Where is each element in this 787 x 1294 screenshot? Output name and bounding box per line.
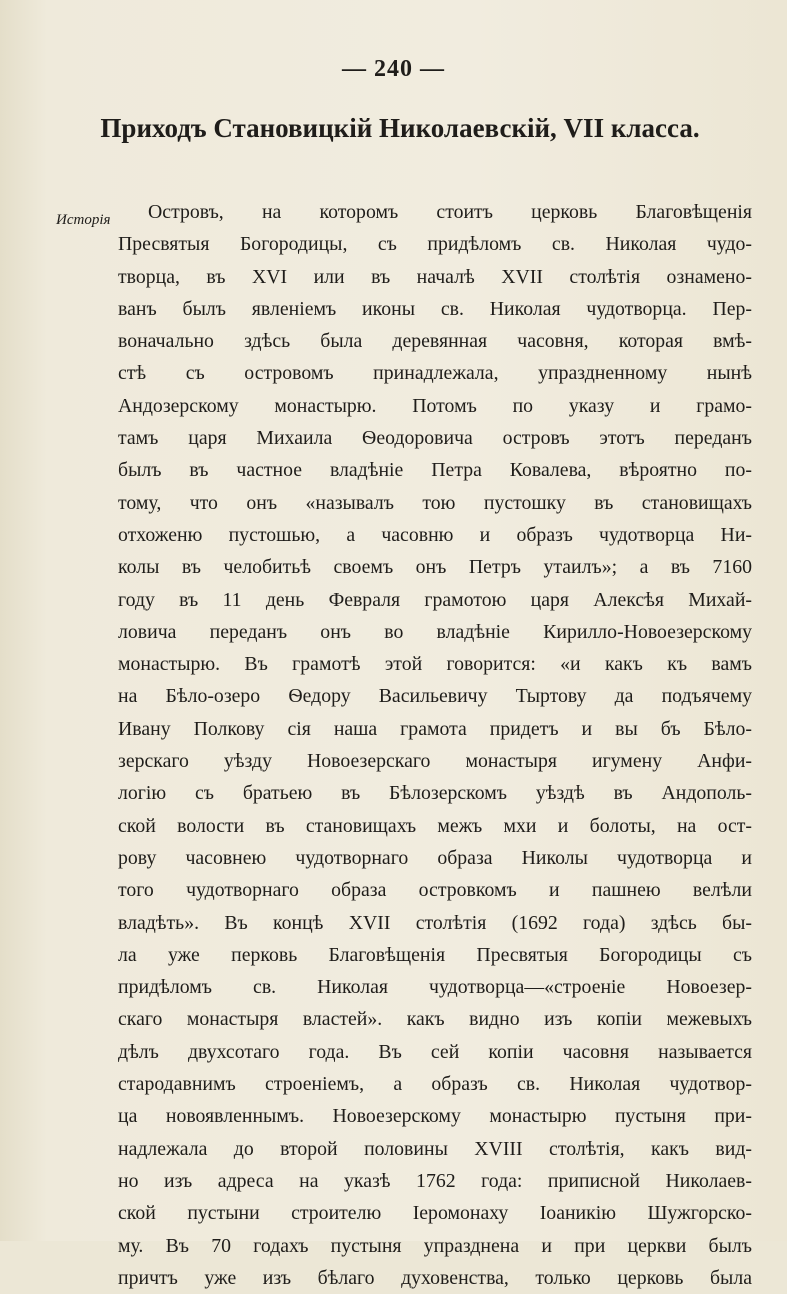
text-line: стѣ съ островомъ принадлежала, упраздненному нынѣ <box>118 362 752 385</box>
text-line: рову часовнею чудотворнаго образа Николы чудотворца и <box>118 846 752 869</box>
text-line: тому, что онъ «называлъ тою пустошку въ становищахъ <box>118 491 752 514</box>
text-line: воначально здѣсь была деревянная часовня, которая вмѣ- <box>118 330 752 353</box>
text-line: Островъ, на которомъ стоитъ церковь Благовѣщенія <box>148 201 752 223</box>
text-line: того чудотворнаго образа островкомъ и пашнею велѣли <box>118 879 752 902</box>
text-line: колы въ челобитьѣ своемъ онъ Петръ утаилъ»; а въ 7160 <box>118 556 752 579</box>
text-line: году въ 11 день Февраля грамотою царя Алексѣя Михай- <box>118 588 752 611</box>
text-line: но изъ адреса на указѣ 1762 года: приписной Николаев- <box>118 1169 752 1192</box>
text-line: причтъ уже изъ бѣлаго духовенства, только церковь была <box>118 1266 752 1289</box>
text-line: ской пустыни строителю Іеромонаху Іоаникію Шужгорско- <box>118 1202 752 1225</box>
text-line: зерскаго уѣзду Новоезерскаго монастыря игумену Анфи- <box>118 750 752 773</box>
text-line: Пресвятыя Богородицы, съ придѣломъ св. Николая чудо- <box>118 233 752 256</box>
section-title: Приходъ Становицкій Николаевскій, VII класса. <box>100 113 700 143</box>
text-line: Андозерскому монастырю. Потомъ по указу и грамо- <box>118 394 752 417</box>
text-line: монастырю. Въ грамотѣ этой говорится: «и какъ къ вамъ <box>118 653 752 676</box>
margin-note: Исторія <box>56 212 111 228</box>
body-text <box>118 196 752 1294</box>
text-line: на Бѣло-озеро Ѳедору Васильевичу Тыртову да подъячему <box>118 685 752 708</box>
text-line: ца новоявленнымъ. Новоезерскому монастырю пустыня при- <box>118 1105 752 1128</box>
text-line: придѣломъ св. Николая чудотворца—«строеніе Новоезер- <box>118 976 752 999</box>
text-line: Ивану Полкову сія наша грамота придетъ и вы бъ Бѣло- <box>118 717 752 740</box>
text-line: владѣть». Въ концѣ XVII столѣтія (1692 года) здѣсь бы- <box>118 911 752 934</box>
text-line: дѣлъ двухсотаго года. Въ сей копіи часовня называется <box>118 1040 752 1063</box>
text-line: ской волости въ становищахъ межъ мхи и болоты, на ост- <box>118 814 752 837</box>
text-line: отхоженю пустошью, а часовню и образъ чудотворца Ни- <box>118 523 752 546</box>
text-line: логію съ братьею въ Бѣлозерскомъ уѣздѣ въ Андополь- <box>118 782 752 805</box>
text-line: му. Въ 70 годахъ пустыня упразднена и при церкви былъ <box>118 1234 752 1257</box>
text-line: ванъ былъ явленіемъ иконы св. Николая чудотворца. Пер- <box>118 297 752 320</box>
text-line: творца, въ XVI или въ началѣ XVII столѣтія ознамено- <box>118 265 752 288</box>
text-line: былъ въ частное владѣніе Петра Ковалева, вѣроятно по- <box>118 459 752 482</box>
text-line: ловича переданъ онъ во владѣніе Кирилло-Новоезерскому <box>118 620 752 643</box>
text-line: стародавнимъ строеніемъ, а образъ св. Николая чудотвор- <box>118 1073 752 1096</box>
text-line: надлежала до второй половины XVIII столѣтія, какъ вид- <box>118 1137 752 1160</box>
text-line: ла уже перковь Благовѣщенія Пресвятыя Богородицы съ <box>118 943 752 966</box>
text-line: тамъ царя Михаила Ѳеодоровича островъ этотъ переданъ <box>118 427 752 450</box>
text-line: скаго монастыря властей». какъ видно изъ копіи межевыхъ <box>118 1008 752 1031</box>
page-number: — 240 — <box>342 56 445 82</box>
